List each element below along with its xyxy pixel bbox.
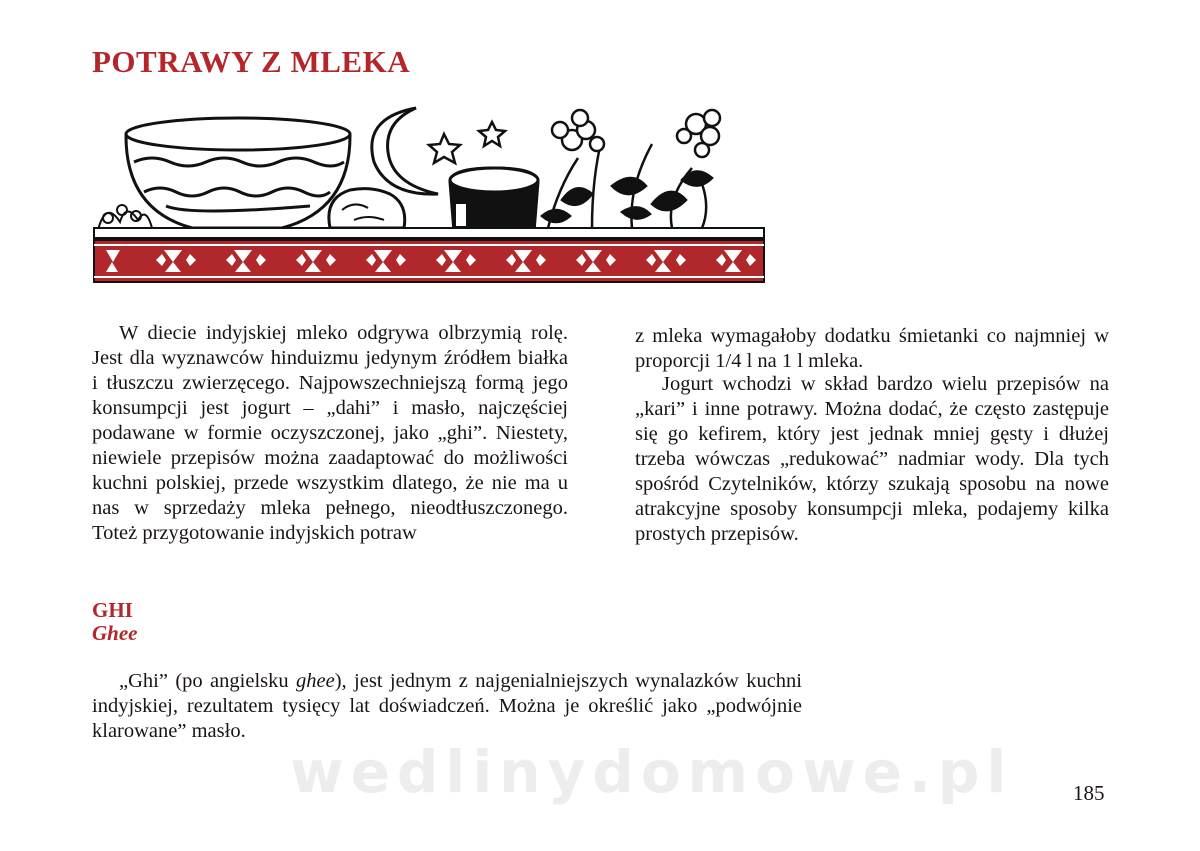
herb-plant-icon bbox=[542, 110, 720, 228]
pot-icon bbox=[450, 168, 538, 232]
ghi-paragraph bbox=[92, 669, 802, 744]
ghi-text-end: ), jest jednym z najgenialniejszych wynalazków kuchni indyjskiej, rezultatem tysięcy lat doświadczeń. Można je określić jako „podwójnie klarowane” masło. bbox=[92, 670, 803, 742]
section-subheading: Ghee bbox=[92, 621, 138, 645]
intro-paragraph-right-continuation: z mleka wymagałoby dodatku śmietanki co najmniej w proporcji 1/4 l na 1 l mleka. bbox=[635, 325, 1109, 372]
dairy-illustration bbox=[92, 100, 772, 292]
crescent-moon-icon bbox=[372, 108, 438, 194]
butter-lump-icon bbox=[329, 189, 405, 228]
intro-paragraph-right: Jogurt wchodzi w skład bardzo wielu przepisów na „kari” i inne potrawy. Można dodać, że często zastępuje się go kefirem, który jest jednak mniej gęsty i dłużej trzeba wówczas „redukować” nadmiar wody. Dla tych spośród Czytelników, którzy szukają sposobu na nowe atrakcyjne sposoby konsumpcji mleka, podajemy kilka prostych przepisów. bbox=[635, 373, 1109, 545]
section-heading: GHI bbox=[92, 598, 133, 622]
bowl-icon bbox=[126, 118, 350, 228]
page-title: POTRAWY Z MLEKA bbox=[92, 44, 411, 79]
page-number: 185 bbox=[1073, 781, 1105, 805]
shelf-edge bbox=[94, 228, 764, 238]
watermark: wedlinydomowe.pl bbox=[290, 738, 1014, 806]
ghi-text-italic: ghee bbox=[296, 670, 335, 692]
ghi-text-start: „Ghi” (po angielsku bbox=[119, 670, 297, 692]
intro-paragraph-left: W diecie indyjskiej mleko odgrywa olbrzymią rolę. Jest dla wyznawców hinduizmu jedynym źródłem białka i tłuszczu zwierzęcego. Najpowszechniejszą formą jego konsumpcji jest jogurt – „dahi” i masło, najczęściej podawane w formie oczyszczonej, jako „ghi”. Niestety, niewiele przepisów można zaadaptować do możliwości kuchni polskiej, przede wszystkim dlatego, że nie ma u nas w sprzedaży mleka pełnego, nieodtłuszczonego. Toteż przygotowanie indyjskich potraw bbox=[92, 322, 568, 544]
stars-icon bbox=[429, 122, 505, 163]
